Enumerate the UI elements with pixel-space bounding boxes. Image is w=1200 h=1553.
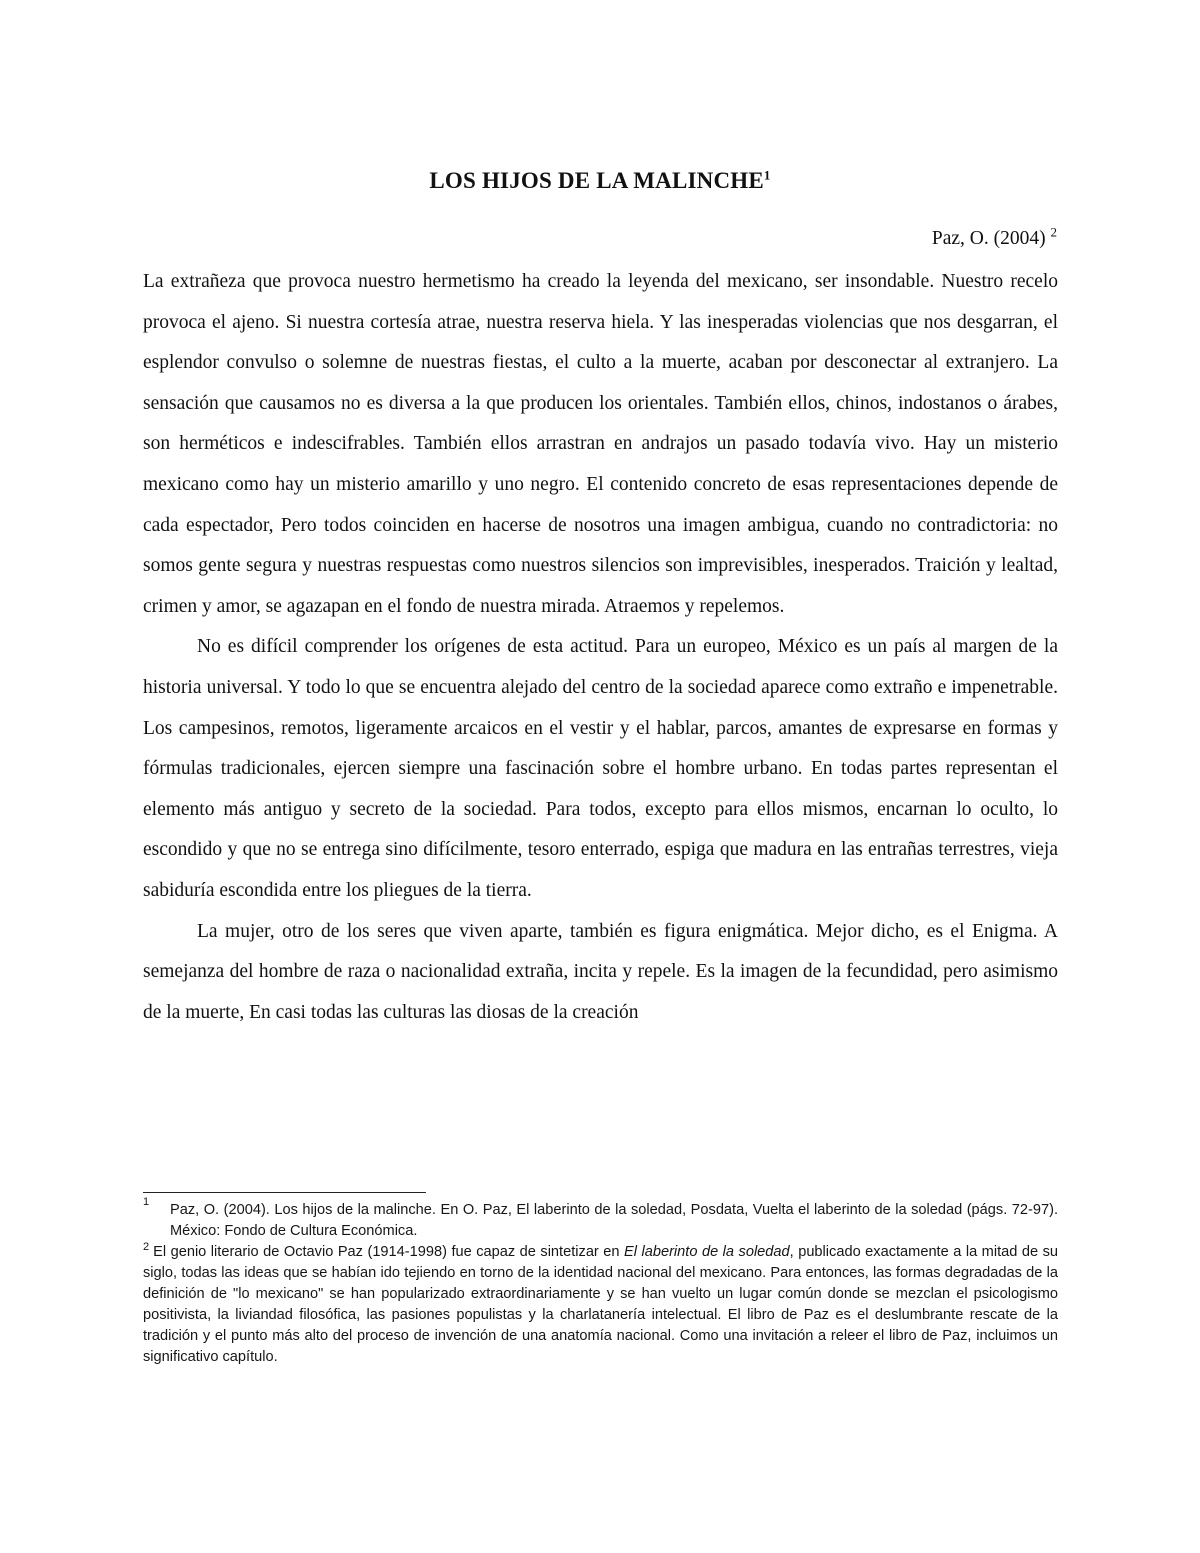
body-text <box>143 262 1058 1033</box>
paragraph-1: La extrañeza que provoca nuestro hermetismo ha creado la leyenda del mexicano, ser insondable. Nuestro recelo provoca el ajeno. Si nuestra cortesía atrae, nuestra reserva hiela. Y las inesperadas violencias que nos desgarran, el esplendor convulso o solemne de nuestras fiestas, el culto a la muerte, acaban por desconectar al extranjero. La sensación que causamos no es diversa a la que producen los orientales. También ellos, chinos, indostanos o árabes, son herméticos e indescifrables. También ellos arrastran en andrajos un pasado todavía vivo. Hay un misterio mexicano como hay un misterio amarillo y uno negro. El contenido concreto de esas representaciones depende de cada espectador, Pero todos coinciden en hacerse de nosotros una imagen ambigua, cuando no contradictoria: no somos gente segura y nuestras respuestas como nuestros silencios son imprevisibles, inesperados. Traición y lealtad, crimen y amor, se agazapan en el fondo de nuestra mirada. Atraemos y repelemos. <box>143 271 1058 617</box>
footnote-2-text-after: , publicado exactamente a la mitad de su siglo, todas las ideas que se habían ido tejiendo en torno de la identidad nacional del mexicano. Para entonces, las formas degradadas de la definición de "lo mexicano" se han popularizado extraordinariamente y se han vuelto un lugar común donde se mezclan el psicologismo positivista, la liviandad filosófica, las pasiones populistas y la charlatanería intelectual. El libro de Paz es el deslumbrante rescate de la tradición y el punto más alto del proceso de invención de una anatomía nacional. Como una invitación a releer el libro de Paz, incluimos un significativo capítulo. <box>143 1244 1058 1365</box>
paragraph-3: La mujer, otro de los seres que viven aparte, también es figura enigmática. Mejor dicho, es el Enigma. A semejanza del hombre de raza o nacionalidad extraña, incita y repele. Es la imagen de la fecundidad, pero asimismo de la muerte, En casi todas las culturas las diosas de la creación <box>143 920 1058 1023</box>
footnote-separator <box>143 1192 426 1193</box>
title-footnote-ref[interactable]: 1 <box>763 167 771 183</box>
footnote-2 <box>143 1242 1058 1368</box>
footnote-1 <box>143 1196 1058 1242</box>
footnote-2-book-title: El laberinto de la soledad <box>624 1244 790 1260</box>
footnote-1-number: 1 <box>143 1196 150 1208</box>
author-citation <box>932 226 1057 252</box>
footnote-2-text-before: El genio literario de Octavio Paz (1914-1998) fue capaz de sintetizar en <box>153 1244 620 1260</box>
author-text: Paz, O. (2004) <box>931 228 1046 249</box>
footnote-2-number: 2 <box>143 1241 150 1254</box>
footnotes <box>143 1196 1058 1368</box>
author-footnote-ref[interactable]: 2 <box>1050 224 1057 240</box>
page-title <box>0 166 1200 196</box>
footnote-1-text: Paz, O. (2004). Los hijos de la malinche. En O. Paz, El laberinto de la soledad, Posdata, Vuelta el laberinto de la soledad (págs. 72-97). México: Fondo de Cultura Económica. <box>170 1202 1058 1239</box>
title-text: LOS HIJOS DE LA MALINCHE <box>429 168 764 193</box>
paragraph-2: No es difícil comprender los orígenes de esta actitud. Para un europeo, México es un país al margen de la historia universal. Y todo lo que se encuentra alejado del centro de la sociedad aparece como extraño e impenetrable. Los campesinos, remotos, ligeramente arcaicos en el vestir y el hablar, parcos, amantes de expresarse en formas y fórmulas tradicionales, ejercen siempre una fascinación sobre el hombre urbano. En todas partes representan el elemento más antiguo y secreto de la sociedad. Para todos, excepto para ellos mismos, encarnan lo oculto, lo escondido y que no se entrega sino difícilmente, tesoro enterrado, espiga que madura en las entrañas terrestres, vieja sabiduría escondida entre los pliegues de la tierra. <box>143 636 1058 901</box>
